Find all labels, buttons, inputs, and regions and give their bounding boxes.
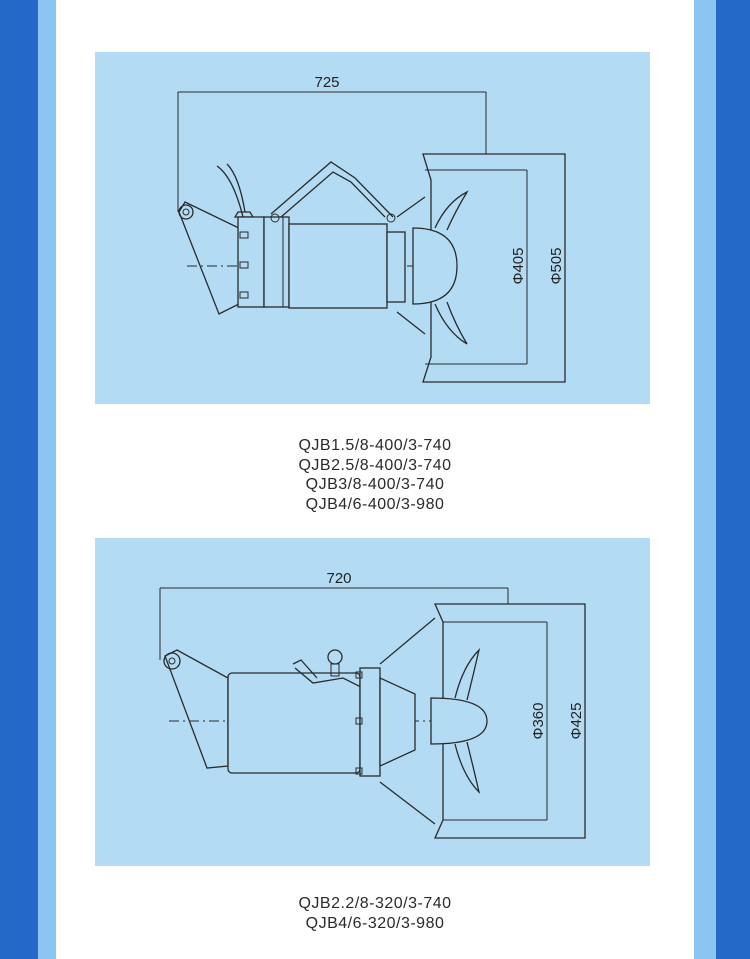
cable-gland [235, 212, 253, 217]
model-item: QJB4/6-400/3-980 [305, 495, 445, 513]
length-label: 720 [326, 570, 352, 587]
inner-diameter-label: Φ405 [510, 247, 527, 285]
power-cable [217, 164, 245, 217]
inner-diameter-label: Φ360 [530, 702, 547, 740]
mixer-drawing-2 [95, 538, 650, 866]
outer-diameter-label: Φ505 [548, 247, 565, 285]
model-item: QJB2.2/8-320/3-740 [298, 895, 452, 912]
motor-flange [264, 217, 289, 307]
model-item: QJB4/6-320/3-980 [305, 914, 445, 932]
frame-right-dark [716, 0, 750, 959]
mixer-drawing-1-svg [95, 52, 650, 404]
lifting-handle-inner [281, 172, 385, 217]
model-list-2 [245, 894, 505, 933]
motor-flange [360, 668, 380, 776]
frame-left-light [38, 0, 56, 959]
mounting-bracket [165, 650, 228, 768]
bracket-pin-center [169, 658, 175, 664]
motor-housing [228, 673, 360, 773]
motor-housing [289, 224, 387, 308]
mixer-drawing-2-svg [95, 538, 650, 866]
lifting-eye [328, 650, 342, 664]
model-item: QJB1.5/8-400/3-740 [298, 437, 452, 454]
lifting-handle [271, 162, 393, 217]
model-item: QJB3/8-400/3-740 [305, 476, 445, 493]
bracket-pin-center [183, 209, 189, 215]
gear-housing [380, 678, 415, 766]
mixer-drawing-1 [95, 52, 650, 404]
bracket-pin [179, 205, 193, 219]
model-list-1 [245, 436, 505, 514]
frame-left-dark [0, 0, 38, 959]
length-label: 725 [314, 74, 340, 91]
seal-housing [387, 232, 405, 302]
frame-right-light [694, 0, 716, 959]
model-item: QJB2.5/8-400/3-740 [298, 456, 452, 474]
outer-diameter-label: Φ425 [568, 702, 585, 740]
